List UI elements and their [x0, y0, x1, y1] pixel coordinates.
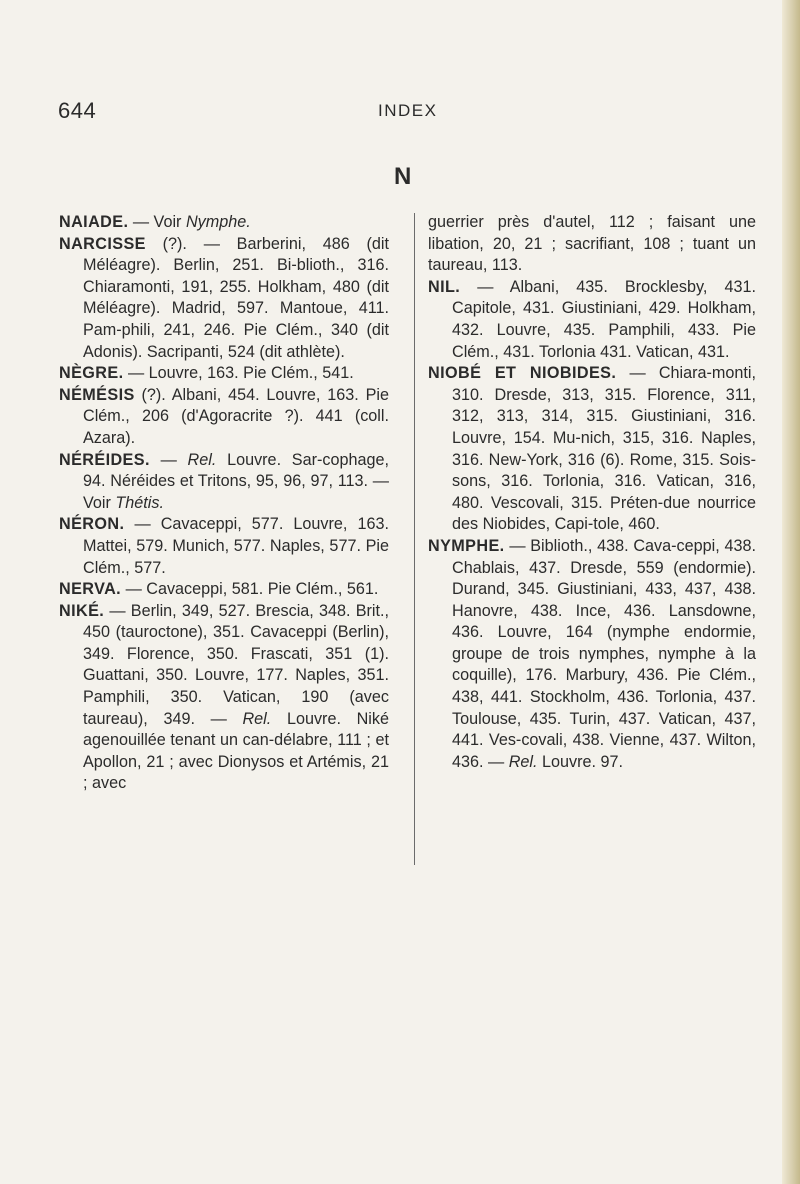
entry-text: (?). Albani, 454. Louvre, 163. Pie Clém., 206 (d'Agoracrite ?). 441 (coll. Azara).	[83, 385, 389, 447]
entry-italic-text: Thétis.	[115, 493, 164, 512]
entry-text: Louvre. Niké agenouillée tenant un can-délabre, 111 ; et Apollon, 21 ; avec Dionysos et Artémis, 21 ; avec	[83, 709, 389, 793]
entry-headword: NIKÉ.	[59, 601, 105, 620]
entry-text: Louvre. 97.	[537, 752, 623, 771]
entry-text: — Cavaceppi, 581. Pie Clém., 561.	[121, 580, 379, 599]
section-letter: N	[394, 163, 412, 190]
continuation-text: guerrier près d'autel, 112 ; faisant une libation, 20, 21 ; sacrifiant, 108 ; tuant un taureau, 113.	[428, 213, 756, 275]
entry-headword: NÉMÉSIS	[59, 385, 135, 404]
entry-text: — Cavaceppi, 577. Louvre, 163. Mattei, 579. Munich, 577. Naples, 577. Pie Clém., 577.	[83, 515, 389, 577]
running-head: INDEX	[378, 101, 438, 120]
index-entry	[428, 277, 756, 363]
index-entry	[59, 234, 389, 364]
page-number: 644	[58, 98, 97, 123]
column-divider	[414, 213, 415, 865]
entry-text: — Voir	[128, 213, 186, 231]
entry-italic-text: Rel.	[242, 709, 272, 728]
index-entry	[428, 363, 756, 536]
entry-headword: NÉRON.	[59, 515, 125, 534]
entry-headword: NAIADE.	[59, 213, 129, 231]
entry-headword: NIL.	[428, 277, 461, 296]
index-entry	[59, 212, 389, 234]
index-column-right	[428, 212, 756, 773]
entry-headword: NIOBÉ ET NIOBIDES.	[428, 364, 617, 383]
index-entry	[428, 536, 756, 774]
entry-headword: NERVA.	[59, 580, 122, 599]
entry-headword: NÉRÉIDES.	[59, 450, 150, 469]
index-entry	[59, 579, 389, 601]
entry-headword: NYMPHE.	[428, 536, 505, 555]
entry-text: — Louvre, 163. Pie Clém., 541.	[123, 364, 354, 383]
entry-headword: NARCISSE	[59, 234, 146, 253]
index-entry	[59, 514, 389, 579]
index-entry	[59, 363, 389, 385]
index-entry	[59, 601, 389, 795]
index-column-left	[59, 212, 389, 795]
entry-text: — Biblioth., 438. Cava-ceppi, 438. Chablais, 437. Dresde, 559 (endormie). Durand, 345. Giustiniani, 433, 437, 438. Hanovre, 438. Ince, 436. Lansdowne, 436. Louvre, 164 (nymphe endormie, groupe de trois nymphes, nymphe à la coquille), 176. Marbury, 436. Pie Clém., 438, 441. Stockholm, 436. Torlonia, 437. Toulouse, 435. Turin, 437. Vatican, 437, 441. Ves-covali, 438. Vienne, 437. Wilton, 436. —	[452, 536, 756, 771]
entry-headword: NÈGRE.	[59, 364, 124, 383]
entry-text: — Berlin, 349, 527. Brescia, 348. Brit., 450 (tauroctone), 351. Cavaceppi (Berlin), 349. Florence, 350. Frascati, 351 (1). Guattani, 350. Louvre, 177. Naples, 351. Pamphili, 350. Vatican, 190 (avec taureau), 349. —	[83, 601, 389, 728]
entry-text: Louvre. Sar-cophage, 94. Néréides et Tritons, 95, 96, 97, 113. — Voir	[83, 450, 389, 512]
entry-text: (?). — Barberini, 486 (dit Méléagre). Berlin, 251. Bi-blioth., 316. Chiaramonti, 191, 255. Holkham, 480 (dit Méléagre). Madrid, 597. Mantoue, 411. Pam-phili, 241, 246. Pie Clém., 340 (dit Adonis). Sacripanti, 524 (dit athlète).	[83, 234, 389, 361]
entry-text: —	[149, 450, 188, 469]
page-edge-shadow	[782, 0, 800, 1184]
entry-italic-text: Rel.	[187, 450, 217, 469]
entry-text: — Chiara-monti, 310. Dresde, 313, 315. Florence, 311, 312, 313, 314, 315. Giustiniani, 316. Louvre, 154. Mu-nich, 315, 316. Naples, 316. New-York, 316 (6). Rome, 315. Sois-sons, 316. Torlonia, 316. Vatican, 316, 480. Vescovali, 315. Préten-due nourrice des Niobides, Capi-tole, 460.	[452, 364, 756, 534]
index-entry	[59, 450, 389, 515]
entry-italic-text: Nymphe.	[185, 213, 251, 231]
entry-italic-text: Rel.	[508, 752, 538, 771]
entry-text: — Albani, 435. Brocklesby, 431. Capitole, 431. Giustiniani, 429. Holkham, 432. Louvre, 435. Pamphili, 433. Pie Clém., 431. Torlonia 431. Vatican, 431.	[452, 277, 756, 361]
index-entry	[59, 385, 389, 450]
